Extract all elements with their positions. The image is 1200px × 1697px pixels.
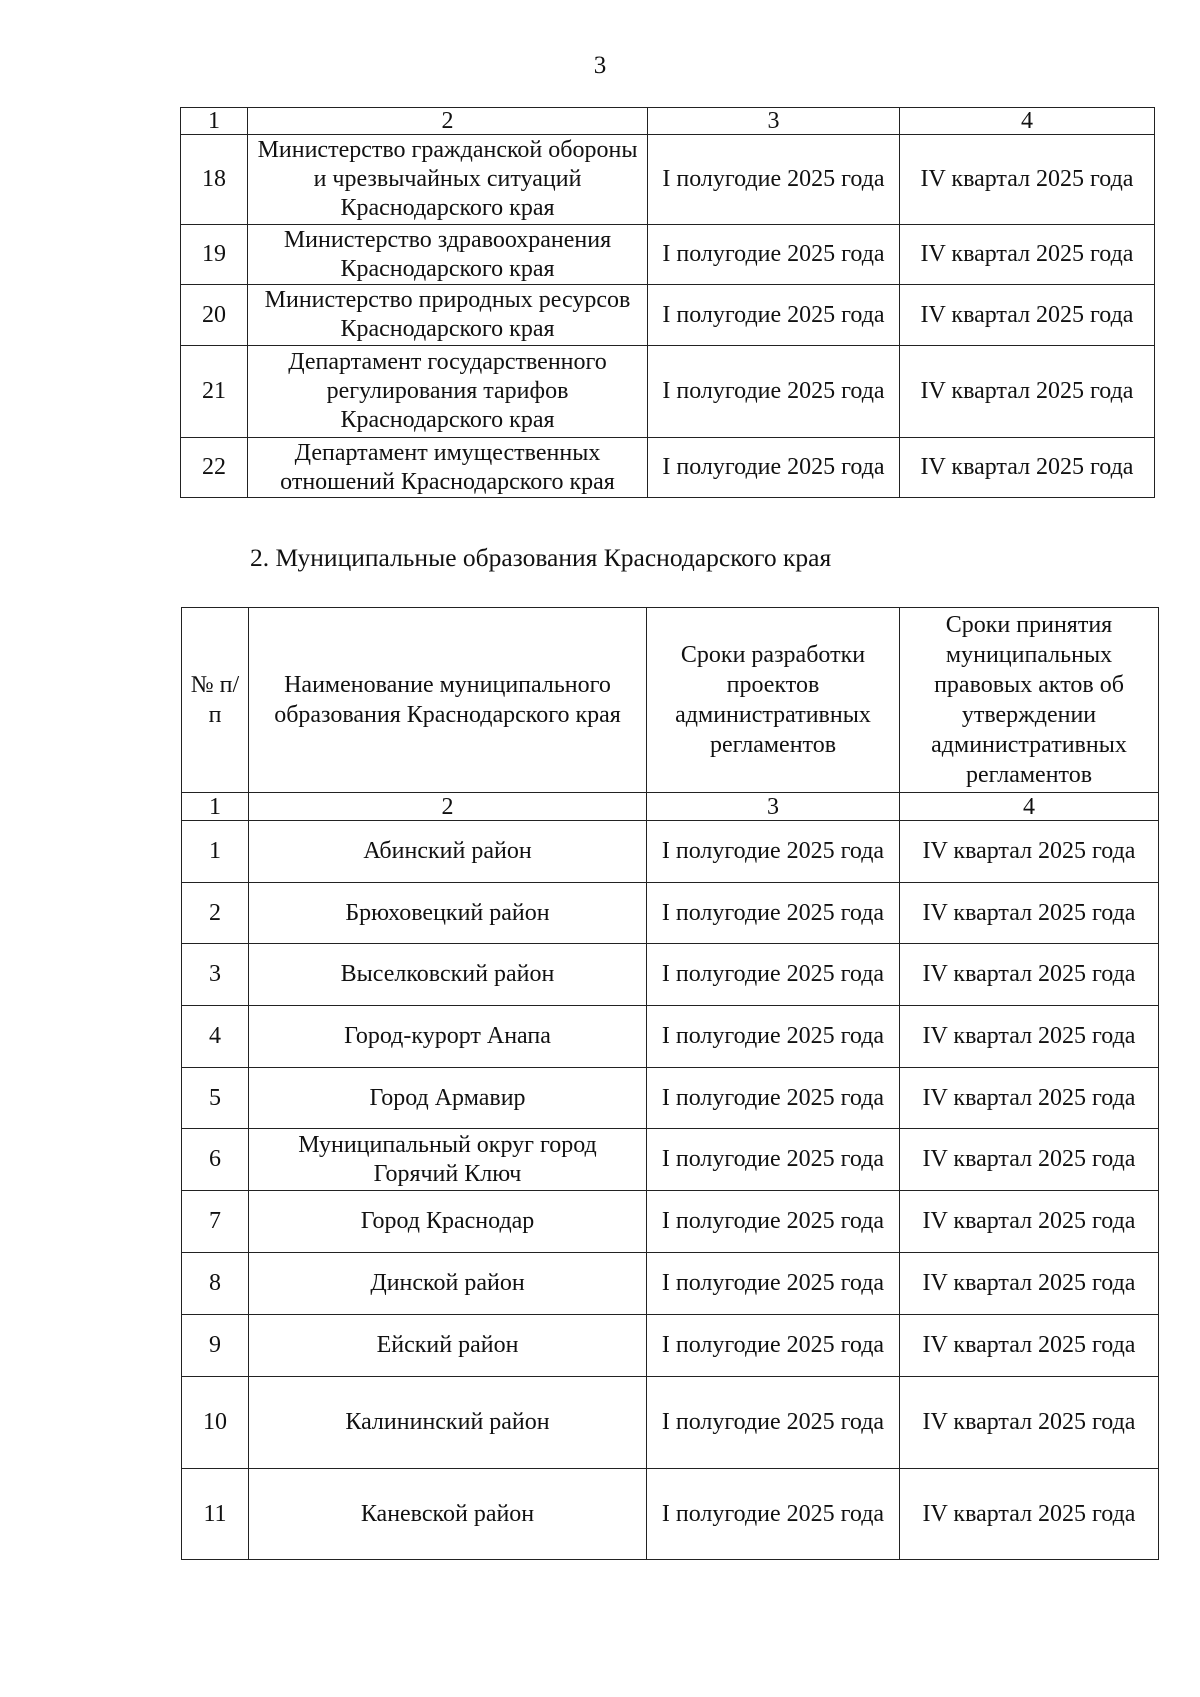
table-row bbox=[181, 285, 1155, 346]
table-row bbox=[182, 1315, 1159, 1377]
row-number: 1 bbox=[182, 821, 249, 883]
organization-name: Министерство здравоохранения Краснодарского края bbox=[248, 225, 648, 285]
organization-name: Департамент государственного регулирования тарифов Краснодарского края bbox=[248, 346, 648, 438]
adoption-deadline: IV квартал 2025 года bbox=[900, 1129, 1159, 1191]
adoption-deadline: IV квартал 2025 года bbox=[900, 883, 1159, 944]
table-row bbox=[181, 346, 1155, 438]
page-number: 3 bbox=[593, 52, 607, 79]
header-municipality: Наименование муниципального образования Краснодарского края bbox=[249, 608, 647, 793]
adoption-deadline: IV квартал 2025 года bbox=[900, 346, 1155, 438]
column-number-row bbox=[181, 108, 1155, 135]
municipality-name: Город-курорт Анапа bbox=[249, 1006, 647, 1068]
column-number-row bbox=[182, 793, 1159, 821]
organization-name: Министерство гражданской обороны и чрезвычайных ситуаций Краснодарского края bbox=[248, 135, 648, 225]
table-row bbox=[182, 883, 1159, 944]
column-number: 2 bbox=[248, 108, 648, 135]
municipality-name: Город Армавир bbox=[249, 1068, 647, 1129]
adoption-deadline: IV квартал 2025 года bbox=[900, 225, 1155, 285]
row-number: 8 bbox=[182, 1253, 249, 1315]
development-deadline: I полугодие 2025 года bbox=[647, 1191, 900, 1253]
municipality-name: Брюховецкий район bbox=[249, 883, 647, 944]
row-number: 2 bbox=[182, 883, 249, 944]
municipality-name: Динской район bbox=[249, 1253, 647, 1315]
organization-name: Департамент имущественных отношений Краснодарского края bbox=[248, 438, 648, 498]
table-row bbox=[182, 1377, 1159, 1469]
municipality-name: Город Краснодар bbox=[249, 1191, 647, 1253]
organization-name: Министерство природных ресурсов Краснодарского края bbox=[248, 285, 648, 346]
header-number: № п/п bbox=[182, 608, 249, 793]
row-number: 4 bbox=[182, 1006, 249, 1068]
table-row bbox=[182, 1191, 1159, 1253]
column-number: 4 bbox=[900, 793, 1159, 821]
row-number: 20 bbox=[181, 285, 248, 346]
table-row bbox=[181, 135, 1155, 225]
table-row bbox=[182, 1469, 1159, 1560]
adoption-deadline: IV квартал 2025 года bbox=[900, 944, 1159, 1006]
table-row bbox=[182, 1253, 1159, 1315]
adoption-deadline: IV квартал 2025 года bbox=[900, 1006, 1159, 1068]
column-number: 3 bbox=[647, 793, 900, 821]
column-number: 1 bbox=[182, 793, 249, 821]
adoption-deadline: IV квартал 2025 года bbox=[900, 135, 1155, 225]
table-row bbox=[182, 821, 1159, 883]
adoption-deadline: IV квартал 2025 года bbox=[900, 1253, 1159, 1315]
municipality-name: Муниципальный округ город Горячий Ключ bbox=[249, 1129, 647, 1191]
table-row bbox=[181, 438, 1155, 498]
row-number: 18 bbox=[181, 135, 248, 225]
ministries-table bbox=[180, 107, 1155, 498]
development-deadline: I полугодие 2025 года bbox=[647, 883, 900, 944]
municipality-name: Абинский район bbox=[249, 821, 647, 883]
column-number: 1 bbox=[181, 108, 248, 135]
development-deadline: I полугодие 2025 года bbox=[647, 1469, 900, 1560]
column-number: 4 bbox=[900, 108, 1155, 135]
table-row bbox=[182, 1006, 1159, 1068]
development-deadline: I полугодие 2025 года bbox=[647, 944, 900, 1006]
development-deadline: I полугодие 2025 года bbox=[647, 1068, 900, 1129]
row-number: 22 bbox=[181, 438, 248, 498]
development-deadline: I полугодие 2025 года bbox=[647, 821, 900, 883]
row-number: 6 bbox=[182, 1129, 249, 1191]
table-row bbox=[181, 225, 1155, 285]
adoption-deadline: IV квартал 2025 года bbox=[900, 1469, 1159, 1560]
adoption-deadline: IV квартал 2025 года bbox=[900, 1068, 1159, 1129]
development-deadline: I полугодие 2025 года bbox=[648, 285, 900, 346]
row-number: 5 bbox=[182, 1068, 249, 1129]
adoption-deadline: IV квартал 2025 года bbox=[900, 1377, 1159, 1469]
row-number: 11 bbox=[182, 1469, 249, 1560]
header-development-deadline: Сроки разработки проектов административных регламентов bbox=[647, 608, 900, 793]
municipality-name: Каневской район bbox=[249, 1469, 647, 1560]
development-deadline: I полугодие 2025 года bbox=[647, 1315, 900, 1377]
municipality-name: Выселковский район bbox=[249, 944, 647, 1006]
header-adoption-deadline: Сроки принятия муниципальных правовых актов об утверждении административных регламентов bbox=[900, 608, 1159, 793]
adoption-deadline: IV квартал 2025 года bbox=[900, 1191, 1159, 1253]
row-number: 21 bbox=[181, 346, 248, 438]
column-number: 3 bbox=[648, 108, 900, 135]
adoption-deadline: IV квартал 2025 года bbox=[900, 1315, 1159, 1377]
row-number: 7 bbox=[182, 1191, 249, 1253]
development-deadline: I полугодие 2025 года bbox=[648, 438, 900, 498]
table-row bbox=[182, 1129, 1159, 1191]
municipality-name: Ейский район bbox=[249, 1315, 647, 1377]
row-number: 19 bbox=[181, 225, 248, 285]
development-deadline: I полугодие 2025 года bbox=[647, 1006, 900, 1068]
development-deadline: I полугодие 2025 года bbox=[647, 1377, 900, 1469]
development-deadline: I полугодие 2025 года bbox=[648, 225, 900, 285]
row-number: 9 bbox=[182, 1315, 249, 1377]
municipalities-table bbox=[181, 607, 1159, 1560]
section-title: 2. Муниципальные образования Краснодарского края bbox=[250, 543, 832, 572]
adoption-deadline: IV квартал 2025 года bbox=[900, 438, 1155, 498]
row-number: 10 bbox=[182, 1377, 249, 1469]
table-row bbox=[182, 944, 1159, 1006]
development-deadline: I полугодие 2025 года bbox=[648, 135, 900, 225]
table-row bbox=[182, 1068, 1159, 1129]
column-number: 2 bbox=[249, 793, 647, 821]
development-deadline: I полугодие 2025 года bbox=[647, 1253, 900, 1315]
row-number: 3 bbox=[182, 944, 249, 1006]
adoption-deadline: IV квартал 2025 года bbox=[900, 821, 1159, 883]
development-deadline: I полугодие 2025 года bbox=[648, 346, 900, 438]
header-row bbox=[182, 608, 1159, 793]
adoption-deadline: IV квартал 2025 года bbox=[900, 285, 1155, 346]
municipality-name: Калининский район bbox=[249, 1377, 647, 1469]
development-deadline: I полугодие 2025 года bbox=[647, 1129, 900, 1191]
